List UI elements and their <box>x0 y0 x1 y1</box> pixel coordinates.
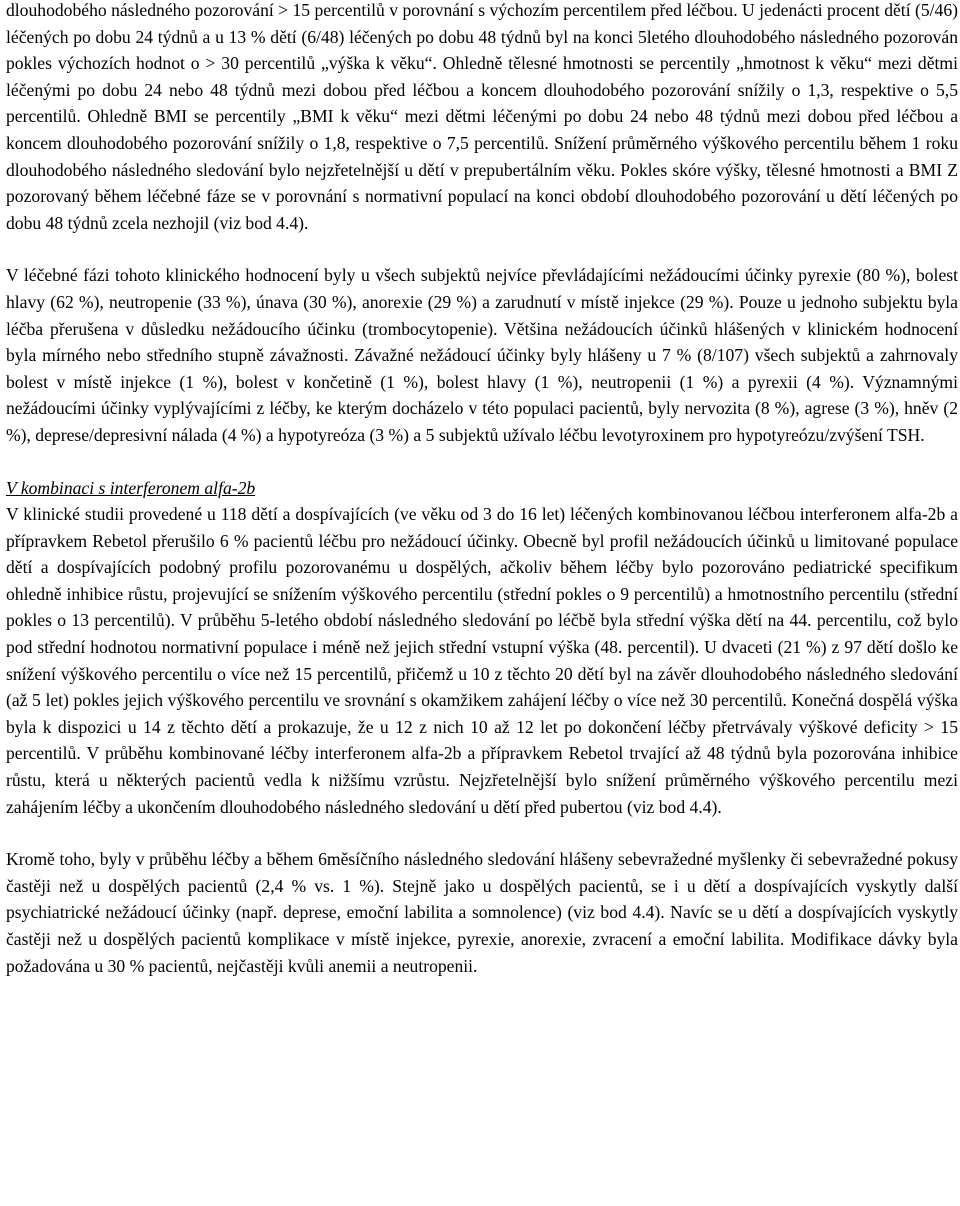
paragraph-combination-study: V klinické studii provedené u 118 dětí a dospívajících (ve věku od 3 do 16 let) léčených kombinovanou léčbou interferonem alfa-2b a přípravkem Rebetol přerušilo 6 % pacientů léčbu pro nežádoucí účinky. Obecně byl profil nežádoucích účinků u limitované populace dětí a dospívajících podobný profilu pozorovanému u dospělých, ačkoliv během léčby bylo pozorováno pediatrické specifikum ohledně inhibice růstu, projevující se snížením výškového percentilu (střední pokles o 9 percentilů) a hmotnostního percentilu (střední pokles o 13 percentilů). V průběhu 5-letého období následného sledování po léčbě byla střední výška dětí na 44. percentilu, což bylo pod střední hodnotou normativní populace i méně než jejich střední vstupní výška (48. percentil). U dvaceti (21 %) z 97 dětí došlo ke snížení výškového percentilu o více než 15 percentilů, přičemž u 10 z těchto 20 dětí byl na závěr dlouhodobého následného sledování (až 5 let) pokles jejich výškového percentilu ve srovnání s okamžikem zahájení léčby o více než 30 percentilů. Konečná dospělá výška byla k dispozici u 14 z těchto dětí a prokazuje, že u 12 z nich 10 až 12 let po dokončení léčby přetrvávaly výškové deficity > 15 percentilů. V průběhu kombinované léčby interferonem alfa-2b a přípravkem Rebetol trvající až 48 týdnů byla pozorována inhibice růstu, která u některých pacientů vedla k nižšímu vzrůstu. Nejzřetelnější bylo snížení průměrného výškového percentilu mezi zahájením léčby a ukončením dlouhodobého následného sledování u dětí před pubertou (viz bod 4.4). <box>6 504 958 817</box>
paragraph-growth-percentiles: dlouhodobého následného pozorování > 15 percentilů v porovnání s výchozím percentilem před léčbou. U jedenácti procent dětí (5/46) léčených po dobu 24 týdnů a u 13 % dětí (6/48) léčených po dobu 48 týdnů byl na konci 5letého dlouhodobého následného pozorován pokles výchozích hodnot o > 30 percentilů „výška k věku“. Ohledně tělesné hmotnosti se percentily „hmotnost k věku“ mezi dětmi léčenými po dobu 24 nebo 48 týdnů mezi dobou před léčbou a koncem dlouhodobého pozorování snížily o 1,3, respektive o 5,5 percentilů. Ohledně BMI se percentily „BMI k věku“ mezi dětmi léčenými po dobu 24 nebo 48 týdnů mezi dobou před léčbou a koncem dlouhodobého pozorování snížily o 1,8, respektive o 7,5 percentilů. Snížení průměrného výškového percentilu během 1 roku dlouhodobého následného sledování bylo nejzřetelnější u dětí v prepubertálním věku. Pokles skóre výšky, tělesné hmotnosti a BMI Z pozorovaný během léčebné fáze se v porovnání s normativní populací na konci období dlouhodobého pozorování u dětí léčených po dobu 48 týdnů zcela nezhojil (viz bod 4.4). <box>6 0 958 233</box>
paragraph-treatment-phase-adverse-effects: V léčebné fázi tohoto klinického hodnocení byly u všech subjektů nejvíce převládajícími nežádoucími účinky pyrexie (80 %), bolest hlavy (62 %), neutropenie (33 %), únava (30 %), anorexie (29 %) a zarudnutí v místě injekce (29 %). Pouze u jednoho subjektu byla léčba přerušena v důsledku nežádoucího účinku (trombocytopenie). Většina nežádoucích účinků hlášených v klinickém hodnocení byla mírného nebo středního stupně závažnosti. Závažné nežádoucí účinky byly hlášeny u 7 % (8/107) všech subjektů a zahrnovaly bolest v místě injekce (1 %), bolest v končetině (1 %), bolest hlavy (1 %), neutropenii (1 %) a pyrexii (4 %). Významnými nežádoucími účinky vyplývajícími z léčby, ke kterým docházelo v této populaci pacientů, byly nervozita (8 %), agrese (3 %), hněv (2 %), deprese/depresivní nálada (4 %) a hypotyreóza (3 %) a 5 subjektů užívalo léčbu levotyroxinem pro hypotyreózu/zvýšení TSH. <box>6 265 958 445</box>
paragraph-psychiatric-effects: Kromě toho, byly v průběhu léčby a během 6měsíčního následného sledování hlášeny sebevražedné myšlenky či sebevražedné pokusy častěji než u dospělých pacientů (2,4 % vs. 1 %). Stejně jako u dospělých pacientů, se i u dětí a dospívajících vyskytly další psychiatrické nežádoucí účinky (např. deprese, emoční labilita a somnolence) (viz bod 4.4). Navíc se u dětí a dospívajících vyskytly častěji než u dospělých pacientů komplikace v místě injekce, pyrexie, anorexie, zvracení a emoční labilita. Modifikace dávky byla požadována u 30 % pacientů, nejčastěji kvůli anemii a neutropenii. <box>6 849 958 976</box>
section-heading: V kombinaci s interferonem alfa-2b <box>6 477 256 498</box>
document-page <box>6 0 958 1005</box>
